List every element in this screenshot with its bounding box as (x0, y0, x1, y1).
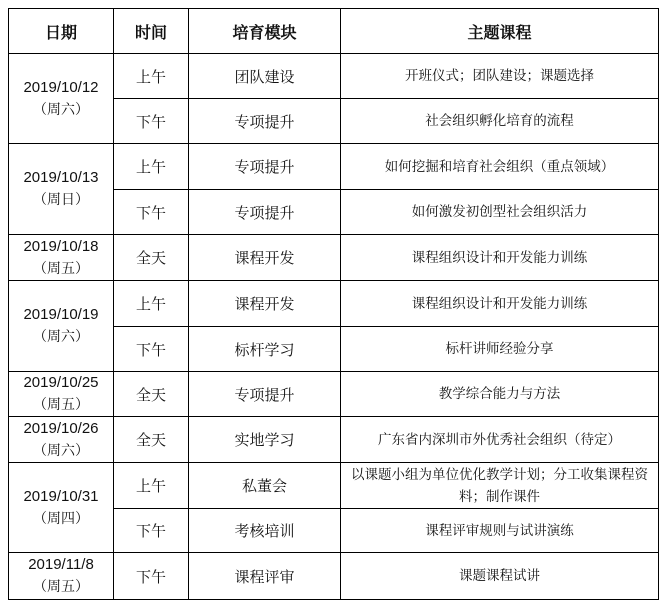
weekday-text: （周日） (33, 192, 89, 208)
course-cell: 开班仪式；团队建设；课题选择 (341, 54, 659, 99)
time-cell: 下午 (114, 553, 189, 600)
module-cell: 专项提升 (189, 144, 341, 190)
date-cell (9, 553, 114, 600)
module-cell: 专项提升 (189, 372, 341, 417)
time-cell: 上午 (114, 463, 189, 509)
date-cell (9, 417, 114, 463)
date-text: 2019/10/12 (23, 78, 99, 96)
table-row (9, 281, 659, 327)
schedule-table (8, 8, 659, 600)
module-cell: 考核培训 (189, 509, 341, 553)
date-text: 2019/10/26 (23, 419, 99, 437)
course-cell: 如何激发初创型社会组织活力 (341, 190, 659, 235)
date-cell (9, 235, 114, 281)
weekday-text: （周六） (33, 101, 89, 118)
date-text: 2019/10/13 (23, 169, 99, 186)
weekday-text: （周五） (33, 397, 89, 413)
course-cell: 课程组织设计和开发能力训练 (341, 235, 659, 281)
course-cell: 社会组织孵化培育的流程 (341, 99, 659, 144)
date-text: 2019/10/25 (23, 374, 99, 391)
table-row (9, 372, 659, 417)
course-cell: 以课题小组为单位优化教学计划；分工收集课程资料；制作课件 (341, 463, 659, 509)
time-cell: 下午 (114, 190, 189, 235)
weekday-text: （周五） (33, 260, 89, 277)
course-cell: 课程组织设计和开发能力训练 (341, 281, 659, 327)
module-cell: 专项提升 (189, 190, 341, 235)
time-cell: 上午 (114, 54, 189, 99)
module-cell: 课程开发 (189, 235, 341, 281)
time-cell: 下午 (114, 509, 189, 553)
time-cell: 下午 (114, 327, 189, 372)
weekday-text: （周五） (33, 579, 89, 595)
module-cell: 课程开发 (189, 281, 341, 327)
module-cell: 实地学习 (189, 417, 341, 463)
table-row (9, 417, 659, 463)
table-row (9, 144, 659, 190)
table-row (9, 463, 659, 509)
time-cell: 全天 (114, 235, 189, 281)
date-cell (9, 463, 114, 553)
time-cell: 全天 (114, 372, 189, 417)
date-text: 2019/10/31 (23, 487, 99, 505)
date-text: 2019/10/19 (23, 306, 99, 323)
header-module: 培育模块 (189, 9, 341, 54)
module-cell: 专项提升 (189, 99, 341, 144)
time-cell: 全天 (114, 417, 189, 463)
date-text: 2019/10/18 (23, 237, 99, 255)
module-cell: 课程评审 (189, 553, 341, 600)
weekday-text: （周六） (33, 442, 89, 459)
date-text: 2019/11/8 (28, 556, 94, 573)
table-row (9, 553, 659, 600)
course-cell: 标杆讲师经验分享 (341, 327, 659, 372)
course-cell: 教学综合能力与方法 (341, 372, 659, 417)
date-cell (9, 54, 114, 144)
schedule-body (9, 54, 659, 600)
date-cell (9, 372, 114, 417)
course-cell: 课题课程试讲 (341, 553, 659, 600)
course-cell: 课程评审规则与试讲演练 (341, 509, 659, 553)
time-cell: 下午 (114, 99, 189, 144)
time-cell: 上午 (114, 281, 189, 327)
header-row (9, 9, 659, 54)
date-cell (9, 281, 114, 372)
course-cell: 广东省内深圳市外优秀社会组织（待定） (341, 417, 659, 463)
module-cell: 标杆学习 (189, 327, 341, 372)
table-row (9, 235, 659, 281)
header-date: 日期 (9, 9, 114, 54)
header-course: 主题课程 (341, 9, 659, 54)
date-cell (9, 144, 114, 235)
course-cell: 如何挖掘和培育社会组织（重点领域） (341, 144, 659, 190)
table-row (9, 54, 659, 99)
weekday-text: （周四） (33, 510, 89, 527)
header-time: 时间 (114, 9, 189, 54)
time-cell: 上午 (114, 144, 189, 190)
weekday-text: （周六） (33, 329, 89, 345)
module-cell: 私董会 (189, 463, 341, 509)
module-cell: 团队建设 (189, 54, 341, 99)
